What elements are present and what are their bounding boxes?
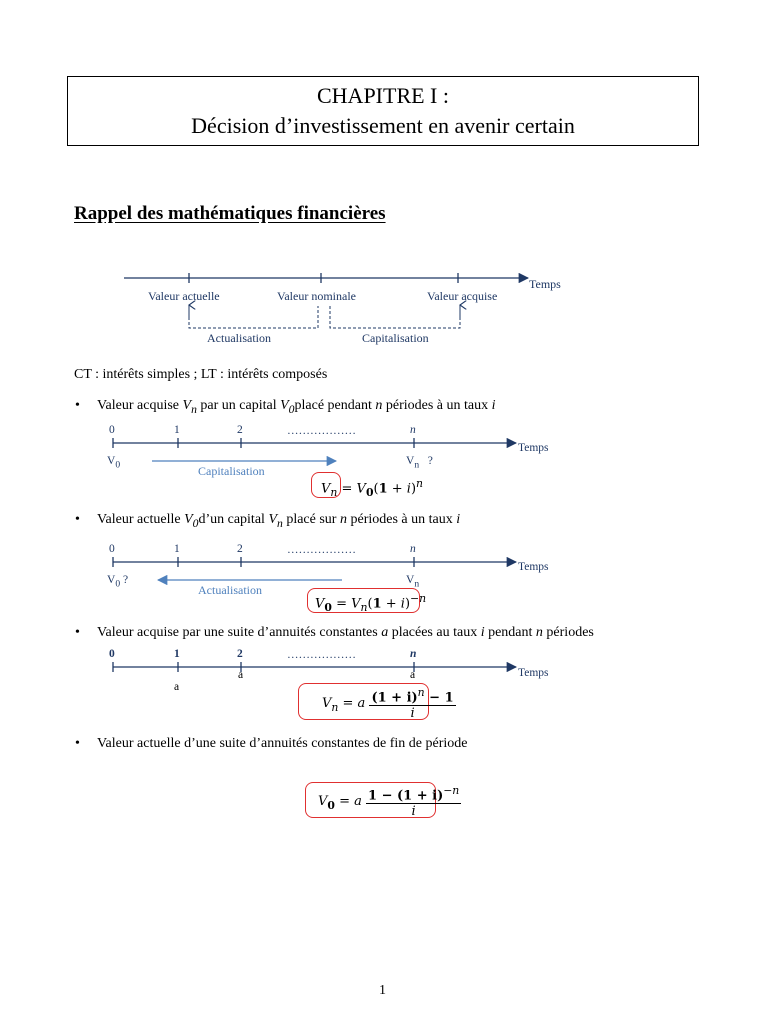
t4-tick-1: 1 — [174, 648, 180, 660]
diagram1-axis — [124, 273, 528, 283]
t2-tick-2: 2 — [237, 424, 243, 436]
bullet-dot: • — [75, 398, 80, 413]
formula4: $V_0 = a$ $\frac{1 - (1 + i)^{-n}}{i}$ — [318, 784, 460, 820]
timeline3-axis — [113, 557, 516, 580]
t4-tick-2: 2 — [237, 648, 243, 660]
d1-capitalisation: Capitalisation — [362, 331, 429, 345]
timeline4-axis — [113, 662, 516, 672]
t3-vn: $V_n$ — [406, 574, 420, 590]
bullet4-text: Valeur actuelle d’une suite d’annuités constantes de fin de période — [97, 736, 468, 751]
t2-tick-1: 1 — [174, 424, 180, 436]
d1-valeur-nominale: Valeur nominale — [277, 289, 356, 303]
bullet1-text: Valeur acquise $V_n$ par un capital $V_0placé$ pendant n périodes à un taux i — [97, 398, 496, 416]
t3-v0: $V_0$ ? — [107, 574, 129, 590]
t3-dots: ……………… — [287, 544, 356, 556]
d1-actualisation: Actualisation — [207, 331, 271, 345]
t2-v0: $V_0$ — [107, 455, 121, 471]
chapter-number: CHAPITRE I : — [317, 83, 449, 108]
t3-actualisation: Actualisation — [198, 583, 262, 597]
d1-valeur-acquise: Valeur acquise — [427, 289, 498, 303]
t2-tick-0: 0 — [109, 424, 115, 436]
intro-line: CT : intérêts simples ; LT : intérêts composés — [74, 367, 328, 382]
diagram1-brackets — [189, 305, 460, 328]
t2-capitalisation: Capitalisation — [198, 464, 265, 478]
d1-valeur-actuelle: Valeur actuelle — [148, 289, 220, 303]
t4-temps: Temps — [518, 667, 549, 679]
formula1: $V_n = V_0(1 + i)^n$ — [321, 477, 424, 499]
section-heading: Rappel des mathématiques financières — [74, 203, 386, 224]
bullet3-text: Valeur acquise par une suite d’annuités constantes a placées au taux i pendant n périodes — [97, 625, 594, 640]
t4-tick-n: n — [410, 648, 417, 660]
t4-dots: ……………… — [287, 649, 356, 661]
t3-temps: Temps — [518, 561, 549, 573]
t4-a-1: a — [174, 681, 180, 693]
page-number: 1 — [379, 983, 386, 998]
t2-dots: ……………… — [287, 425, 356, 437]
t4-tick-0: 0 — [109, 648, 115, 660]
formula3: $V_n = a$ $\frac{(1 + i)^n - 1}{i}$ — [322, 686, 454, 722]
t3-tick-1: 1 — [174, 543, 180, 555]
t4-a-n: a — [410, 669, 416, 681]
t3-tick-0: 0 — [109, 543, 115, 555]
bullet-dot: • — [75, 736, 80, 751]
t3-tick-n: n — [410, 543, 416, 555]
bullet2-text: Valeur actuelle $V_0d’un$ capital $V_n$ placé sur n périodes à un taux i — [97, 512, 461, 530]
bullet-dot: • — [75, 512, 80, 527]
t3-tick-2: 2 — [237, 543, 243, 555]
bullet-dot: • — [75, 625, 80, 640]
timeline2-axis — [113, 438, 516, 461]
t2-vn: $V_n$ ? — [406, 455, 433, 471]
t2-tick-n: n — [410, 424, 416, 436]
t2-temps: Temps — [518, 442, 549, 454]
d1-temps-label: Temps — [529, 277, 561, 291]
formula2: $V_0 = V_n(1 + i)^{-n}$ — [315, 592, 427, 614]
t4-a-2: a — [238, 669, 244, 681]
chapter-title: Décision d’investissement en avenir certain — [191, 113, 575, 138]
